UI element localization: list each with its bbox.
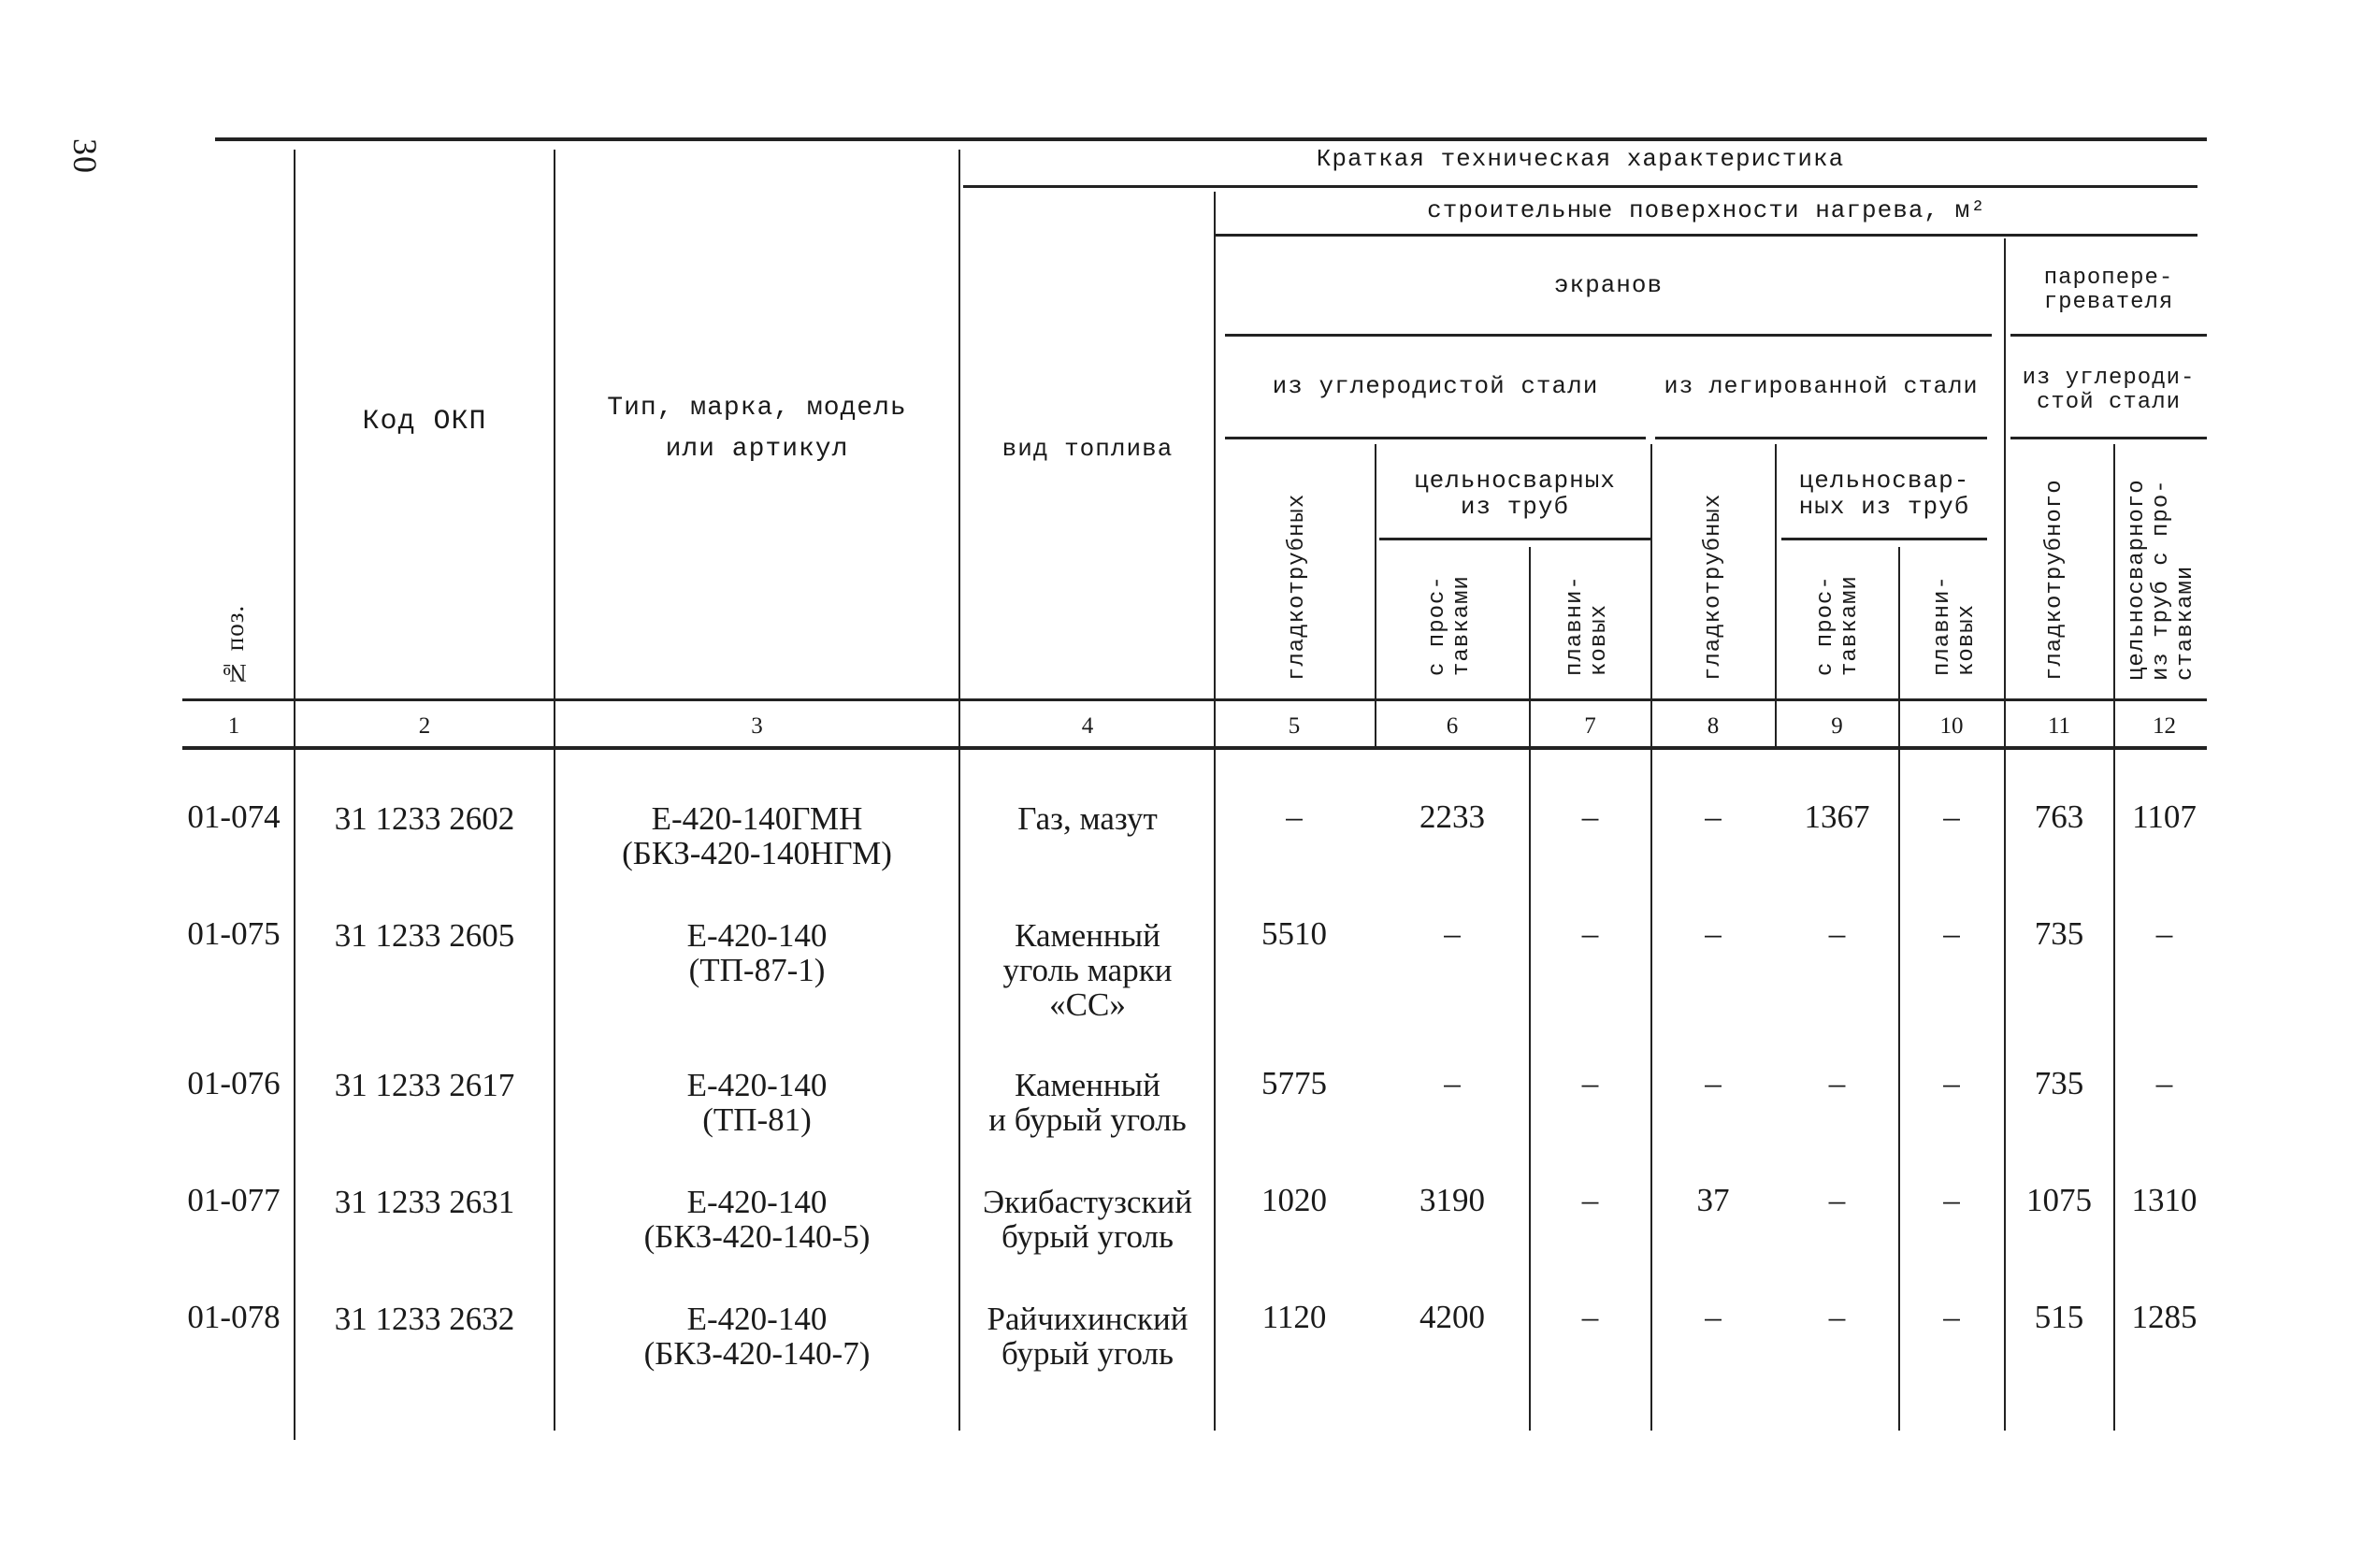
colnum-12: 12	[2153, 713, 2176, 739]
header-pos: № поз.	[221, 604, 249, 687]
rule-header-bottom	[182, 698, 2207, 701]
table-top-rule	[215, 137, 2207, 141]
colnum-3: 3	[751, 713, 763, 739]
colnum-10: 10	[1939, 713, 1964, 739]
rule-welded-carbon	[1379, 538, 1650, 540]
row-3-pos: 01-076	[187, 1065, 281, 1101]
vline-col-8-9	[1775, 444, 1777, 748]
row-5-c5: 1120	[1261, 1299, 1327, 1335]
row-5-c10: –	[1943, 1299, 1960, 1335]
header-col-10: плавни- ковых	[1930, 575, 1980, 676]
header-col-12: цельносварного из труб с про- ставками	[2125, 479, 2198, 681]
row-1-c11: 763	[2034, 798, 2084, 835]
row-1-code: 31 1233 2602	[334, 800, 515, 837]
vline-col-6-7	[1529, 547, 1531, 1431]
row-3-c12: –	[2155, 1065, 2173, 1101]
row-2-c9: –	[1828, 915, 1846, 952]
row-1-c6: 2233	[1419, 798, 1485, 835]
row-2-c6: –	[1444, 915, 1461, 952]
header-superheater: паропере- гревателя	[2043, 266, 2174, 315]
rule-brief-spec	[963, 185, 2197, 188]
row-4-code: 31 1233 2631	[334, 1184, 515, 1220]
colnum-6: 6	[1446, 713, 1459, 739]
row-2-c5: 5510	[1261, 915, 1327, 952]
vline-col-9-10	[1898, 547, 1900, 1431]
row-3-c8: –	[1705, 1065, 1722, 1101]
rule-carbon-steel	[1225, 437, 1646, 439]
rule-welded-alloy	[1781, 538, 1987, 540]
row-3-c11: 735	[2034, 1065, 2084, 1101]
row-3-model: Е-420-140 (ТП-81)	[686, 1067, 828, 1138]
row-4-c12: 1310	[2131, 1182, 2197, 1218]
page-number: 30	[66, 138, 104, 174]
row-2-pos: 01-075	[187, 915, 281, 952]
row-5-c8: –	[1705, 1299, 1722, 1335]
row-5-model: Е-420-140 (БКЗ-420-140-7)	[643, 1301, 871, 1372]
colnum-2: 2	[418, 713, 431, 739]
row-4-c7: –	[1581, 1182, 1599, 1218]
vline-col-3-4	[958, 150, 960, 1431]
row-4-c6: 3190	[1419, 1182, 1485, 1218]
vline-col-5-6	[1375, 444, 1376, 748]
row-4-fuel: Экибастузский бурый уголь	[983, 1184, 1192, 1255]
rule-superheater	[2010, 334, 2207, 337]
colnum-11: 11	[2047, 713, 2071, 739]
row-3-c9: –	[1828, 1065, 1846, 1101]
header-col-7: плавни- ковых	[1563, 575, 1612, 676]
row-5-pos: 01-078	[187, 1299, 281, 1335]
row-2-c8: –	[1705, 915, 1722, 952]
header-carbon-steel-sh: из углероди- стой стали	[2022, 366, 2196, 415]
header-type: Тип, марка, модель или артикул	[607, 394, 907, 464]
row-2-fuel: Каменный уголь марки «СС»	[1002, 917, 1173, 1023]
row-4-c5: 1020	[1261, 1182, 1327, 1218]
rule-alloy-steel	[1655, 437, 1987, 439]
rule-column-numbers	[182, 746, 2207, 750]
header-col-8: гладкотрубных	[1701, 493, 1726, 681]
header-fuel: вид топлива	[1001, 435, 1174, 463]
row-3-c6: –	[1444, 1065, 1461, 1101]
header-col-5: гладкотрубных	[1285, 493, 1310, 681]
header-heating-surfaces: строительные поверхности нагрева, м²	[1427, 196, 1986, 224]
row-1-c12: 1107	[2132, 798, 2197, 835]
row-5-code: 31 1233 2632	[334, 1301, 515, 1337]
row-2-c7: –	[1581, 915, 1599, 952]
header-alloy-steel: из легированной стали	[1664, 373, 1979, 400]
header-welded-carbon: цельносварных из труб	[1414, 467, 1616, 521]
rule-screens	[1225, 334, 1992, 337]
row-4-pos: 01-077	[187, 1182, 281, 1218]
row-3-c10: –	[1943, 1065, 1960, 1101]
row-2-c12: –	[2155, 915, 2173, 952]
header-screens: экранов	[1553, 271, 1664, 299]
header-col-11: гладкотрубного	[2042, 479, 2068, 681]
row-2-c11: 735	[2034, 915, 2084, 952]
row-4-c8: 37	[1696, 1182, 1730, 1218]
colnum-5: 5	[1288, 713, 1301, 739]
colnum-8: 8	[1707, 713, 1720, 739]
row-3-fuel: Каменный и бурый уголь	[988, 1067, 1187, 1138]
row-1-c8: –	[1705, 798, 1722, 835]
rule-carbon-steel-sh	[2010, 437, 2207, 439]
colnum-9: 9	[1831, 713, 1843, 739]
colnum-1: 1	[227, 713, 240, 739]
row-4-c9: –	[1828, 1182, 1846, 1218]
row-2-c10: –	[1943, 915, 1960, 952]
row-1-c7: –	[1581, 798, 1599, 835]
colnum-7: 7	[1584, 713, 1596, 739]
row-3-c5: 5775	[1261, 1065, 1327, 1101]
row-1-c5: –	[1286, 798, 1303, 835]
row-5-c6: 4200	[1419, 1299, 1485, 1335]
row-2-model: Е-420-140 (ТП-87-1)	[686, 917, 828, 988]
header-col-9: с прос- тавками	[1813, 575, 1863, 676]
header-code: Код ОКП	[362, 406, 487, 438]
row-1-model: Е-420-140ГМН (БКЗ-420-140НГМ)	[622, 800, 892, 871]
row-1-c10: –	[1943, 798, 1960, 835]
row-4-c10: –	[1943, 1182, 1960, 1218]
row-2-code: 31 1233 2605	[334, 917, 515, 954]
rule-heating-surfaces	[1216, 234, 2197, 237]
row-1-c9: 1367	[1804, 798, 1870, 835]
row-5-c11: 515	[2034, 1299, 2084, 1335]
row-4-c11: 1075	[2026, 1182, 2092, 1218]
row-5-c12: 1285	[2131, 1299, 2197, 1335]
row-3-code: 31 1233 2617	[334, 1067, 515, 1103]
vline-col-1-2	[294, 150, 295, 1440]
header-brief-spec: Краткая техническая характеристика	[1316, 145, 1845, 173]
row-3-c7: –	[1581, 1065, 1599, 1101]
colnum-4: 4	[1081, 713, 1094, 739]
vline-col-10-11	[2004, 238, 2006, 1431]
row-5-c7: –	[1581, 1299, 1599, 1335]
row-1-fuel: Газ, мазут	[1017, 800, 1158, 837]
header-carbon-steel: из углеродистой стали	[1272, 372, 1599, 400]
row-5-fuel: Райчихинский бурый уголь	[987, 1301, 1189, 1372]
row-5-c9: –	[1828, 1299, 1846, 1335]
header-welded-alloy: цельносвар- ных из труб	[1798, 467, 1970, 521]
vline-col-2-3	[554, 150, 555, 1431]
header-col-6: с прос- тавками	[1425, 575, 1475, 676]
row-4-model: Е-420-140 (БКЗ-420-140-5)	[643, 1184, 871, 1255]
row-1-pos: 01-074	[187, 798, 281, 835]
